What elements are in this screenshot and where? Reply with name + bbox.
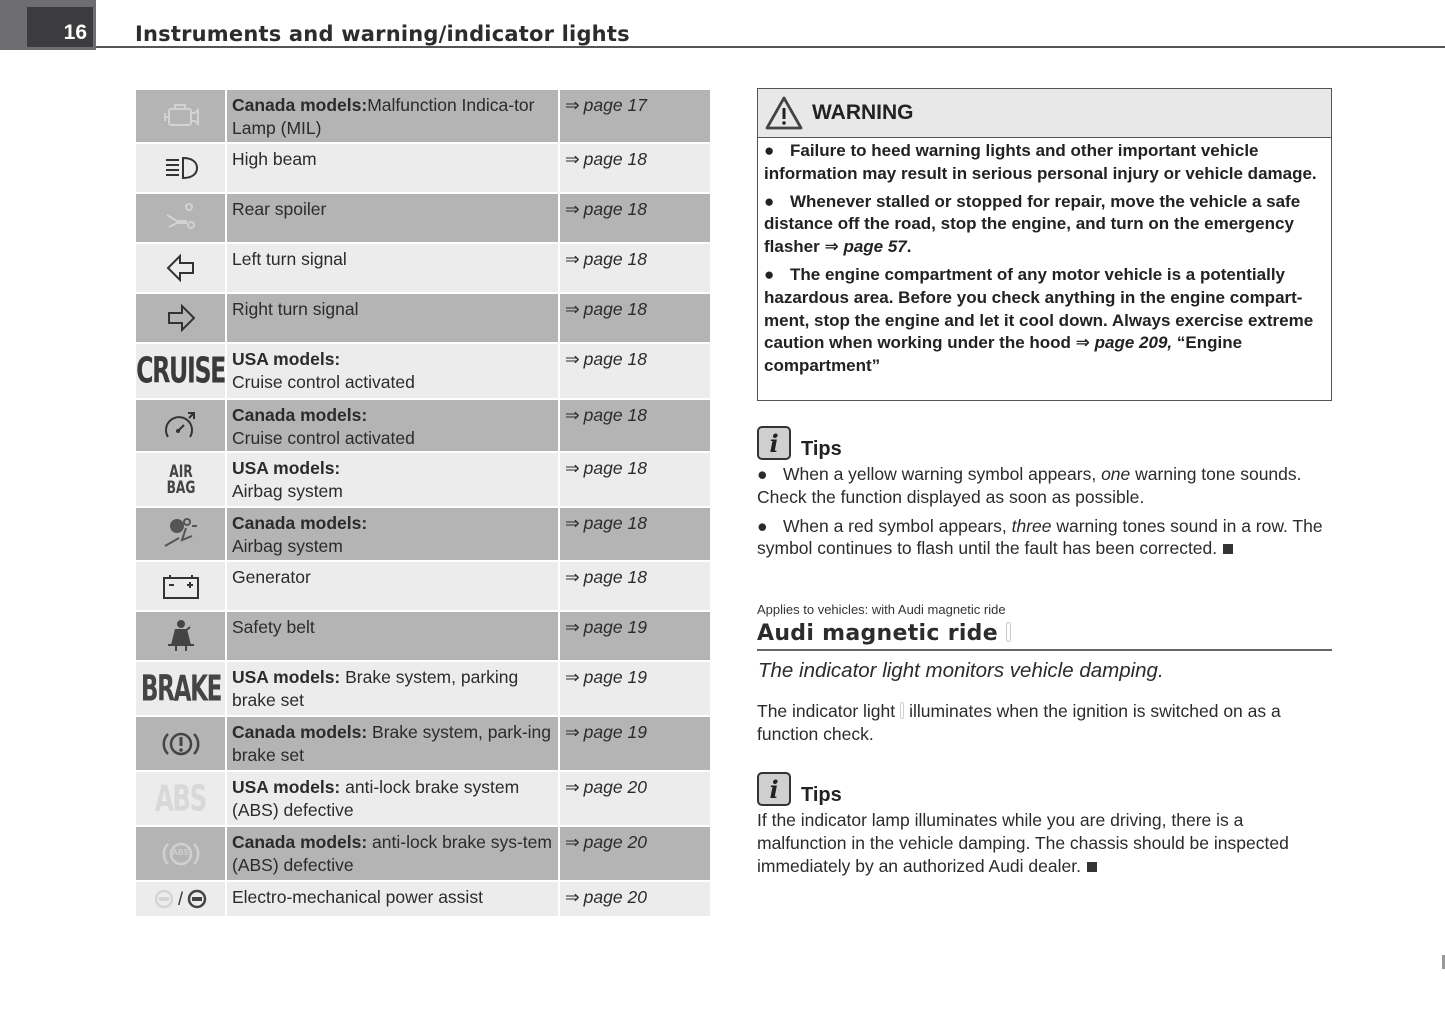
table-row: ABS USA models: anti-lock brake system (ABS) defective ⇒ page 20 <box>136 772 710 827</box>
table-row: Left turn signal ⇒ page 18 <box>136 244 710 294</box>
section-title: Audi magnetic ride <box>757 621 1332 651</box>
brake-circle-icon <box>136 717 227 770</box>
right-turn-signal-icon <box>136 294 227 342</box>
table-row: CRUISE USA models: Cruise control activated ⇒ page 18 <box>136 344 710 400</box>
page-ref-link[interactable]: ⇒ page 18 <box>565 567 647 587</box>
table-row: Safety belt ⇒ page 19 <box>136 612 710 662</box>
left-turn-signal-icon <box>136 244 227 292</box>
page-ref-link[interactable]: ⇒ page 19 <box>565 667 647 687</box>
page-ref-link[interactable]: ⇒ page 17 <box>565 95 647 115</box>
warning-title: WARNING <box>812 101 914 124</box>
tips-title: Tips <box>801 438 842 460</box>
steering-wheel-dark-icon <box>187 889 207 909</box>
rear-spoiler-icon <box>136 194 227 242</box>
table-row: BRAKE USA models: Brake system, parking brake set ⇒ page 19 <box>136 662 710 717</box>
indicator-table <box>136 90 710 916</box>
damping-indicator-icon <box>900 702 904 719</box>
page-ref-link[interactable]: ⇒ page 19 <box>565 722 647 742</box>
tips-section <box>757 770 1337 877</box>
applies-to-note: Applies to vehicles: with Audi magnetic ride <box>757 602 1006 617</box>
abs-circle-icon: ABS <box>136 827 227 880</box>
page-ref-link[interactable]: ⇒ page 18 <box>565 458 647 478</box>
safety-belt-icon <box>136 612 227 660</box>
page-ref-link[interactable]: page 209, <box>1094 333 1173 353</box>
table-row: AIR BAG USA models: Airbag system ⇒ page 18 <box>136 453 710 508</box>
warning-header <box>758 89 1331 138</box>
page-ref-link[interactable]: ⇒ page 20 <box>565 832 647 852</box>
battery-generator-icon <box>136 562 227 610</box>
page-ref-link[interactable]: ⇒ page 18 <box>565 249 647 269</box>
page-number: 16 <box>63 21 87 44</box>
table-row: Canada models: Brake system, park-ing brake set ⇒ page 19 <box>136 717 710 772</box>
warning-triangle-icon <box>764 95 804 131</box>
end-mark <box>1223 544 1233 554</box>
page-ref-link[interactable]: ⇒ page 20 <box>565 777 647 797</box>
header-rule <box>96 46 1445 48</box>
page-ref-link[interactable]: ⇒ page 20 <box>565 887 647 907</box>
tips-item: ● When a red symbol appears, three warning tones sound in a row. The symbol continues to flash until the fault has been corrected. <box>757 515 1323 559</box>
warning-box <box>757 88 1332 401</box>
page-title: Instruments and warning/indicator lights <box>135 22 630 46</box>
tips-text: If the indicator lamp illuminates while you are driving, there is a malfunction in the vehicle damping. The chassis should be inspected immediately by an authorized Audi dealer. <box>757 810 1289 876</box>
page-ref-link[interactable]: ⇒ page 18 <box>565 199 647 219</box>
tips-item: ● When a yellow warning symbol appears, one warning tone sounds. Check the function displayed as soon as possible. <box>757 464 1302 507</box>
steering-wheel-icon: / <box>136 882 227 916</box>
page-ref-link[interactable]: ⇒ page 19 <box>565 617 647 637</box>
page-ref-link[interactable]: ⇒ page 18 <box>565 349 647 369</box>
table-row: Rear spoiler ⇒ page 18 <box>136 194 710 244</box>
high-beam-icon <box>136 144 227 192</box>
steering-wheel-faded-icon <box>154 889 174 909</box>
tips-section <box>757 424 1337 560</box>
engine-malfunction-icon <box>136 90 227 142</box>
table-row: Generator ⇒ page 18 <box>136 562 710 612</box>
brake-text-icon: BRAKE <box>136 662 227 715</box>
table-row: High beam ⇒ page 18 <box>136 144 710 194</box>
airbag-text-icon: AIR BAG <box>136 453 227 506</box>
end-mark <box>1087 862 1097 872</box>
tips-title: Tips <box>801 784 842 806</box>
cruise-text-icon: CRUISE <box>136 344 227 398</box>
warning-item: ● The engine compartment of any motor vehicle is a potentially hazardous area. Before you check anything in the engine compart-ment, stop the engine and let it cool down. Always exercise extreme caution when working under the hood ⇒ page 209, “Engine compartment” <box>764 264 1314 376</box>
page-ref-link[interactable]: page 57 <box>843 237 907 257</box>
table-row: Canada models: Airbag system ⇒ page 18 <box>136 508 710 562</box>
warning-item: ● Whenever stalled or stopped for repair, move the vehicle a safe distance off the road, stop the engine, and turn on the emergency flasher ⇒ page 57. <box>764 191 1301 257</box>
info-icon: i <box>757 426 791 460</box>
info-icon: i <box>757 772 791 806</box>
page-ref-link[interactable]: ⇒ page 18 <box>565 299 647 319</box>
warning-item: ● Failure to heed warning lights and other important vehicle information may result in serious personal injury or vehicle damage. <box>764 141 1317 183</box>
airbag-person-icon <box>136 508 227 560</box>
page-ref-link[interactable]: ⇒ page 18 <box>565 149 647 169</box>
page-number-box <box>27 7 93 47</box>
section-paragraph: The indicator light illuminates when the ignition is switched on as a function check. <box>757 701 1281 744</box>
table-row: Canada models: Cruise control activated ⇒ page 18 <box>136 400 710 453</box>
page-ref-link[interactable]: ⇒ page 18 <box>565 513 647 533</box>
damping-indicator-icon <box>1006 622 1011 642</box>
table-row: ABS Canada models: anti-lock brake sys-tem (ABS) defective ⇒ page 20 <box>136 827 710 882</box>
table-row: / Electro-mechanical power assist ⇒ page 20 <box>136 882 710 916</box>
page-ref-link[interactable]: ⇒ page 18 <box>565 405 647 425</box>
abs-text-icon: ABS <box>136 772 227 825</box>
table-row: Canada models:Malfunction Indica-tor Lamp (MIL) ⇒ page 17 <box>136 90 710 144</box>
speedometer-cruise-icon <box>136 400 227 451</box>
section-lead: The indicator light monitors vehicle damping. <box>758 659 1164 682</box>
table-row: Right turn signal ⇒ page 18 <box>136 294 710 344</box>
